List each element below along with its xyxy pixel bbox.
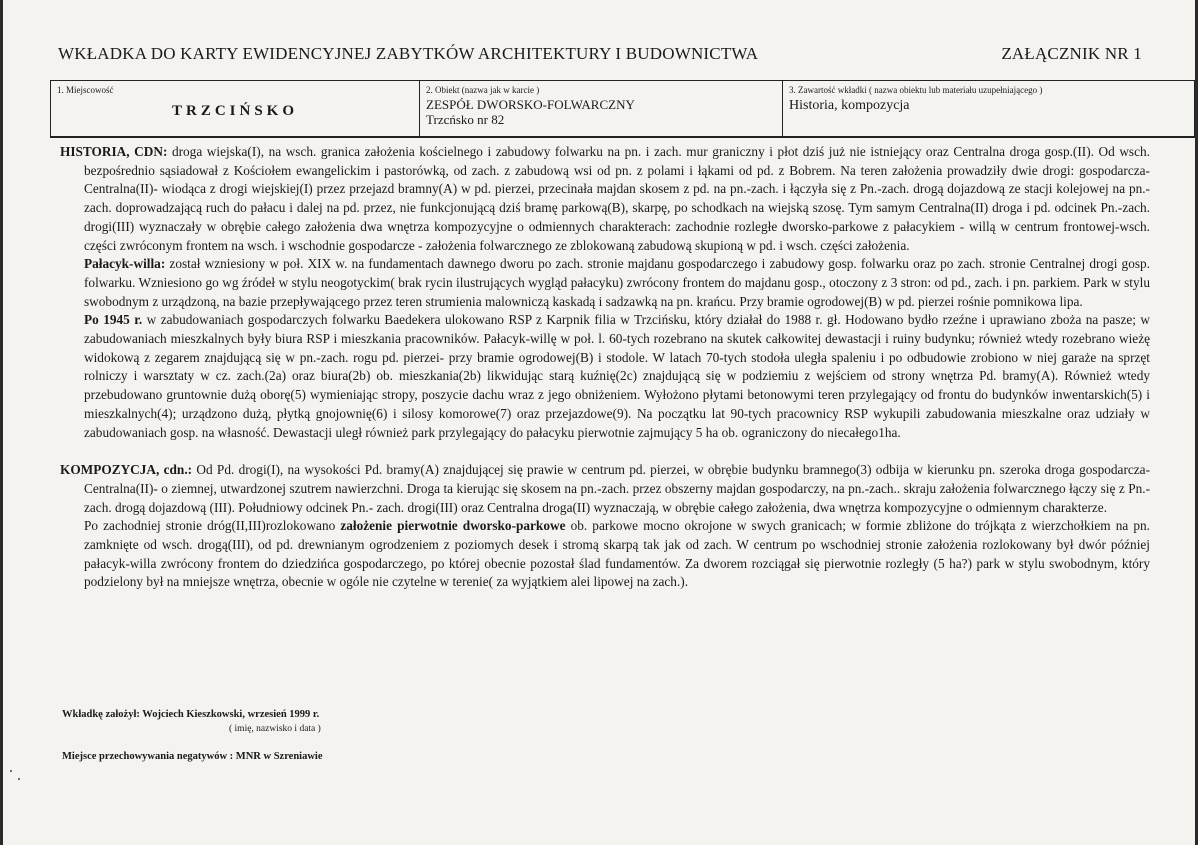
negatives-location: Miejsce przechowywania negatywów : MNR w Szreniawie (62, 751, 323, 762)
object-address: Trzcńsko nr 82 (426, 112, 505, 127)
kompozycja-text: Od Pd. drogi(I), na wysokości Pd. bramy(A) znajdującej się prawie w centrum pd. pierzei, w obrębie budynku bramnego(3) odbija w kierunku pn. szeroka droga gospodarcza-Centralna(II)- o ziemnej, utwardzonej szutrem nawierzchni. Droga ta kierując się skosem na pn.-zach. przez obszerny majdan gospodarczy, na pn.-zach.. skraju założenia folwarcznego łączy się z Pn.-zach. drogą dojazdową (III). Południowy odcinek Pn.- zach. drogi(III) oraz Centralna droga(II) wyznaczają, w obrębie całego założenia, dwa wnętrza kompozycyjne o odmiennym charakterze. (84, 462, 1151, 515)
info-table (50, 80, 1195, 138)
author-line: Wkładkę założył: Wojciech Kieszkowski, wrzesień 1999 r. (62, 709, 320, 720)
document-body (60, 143, 1150, 592)
kompozycja-p2-before: Po zachodniej stronie dróg(II,III)rozlokowano (84, 518, 341, 534)
location-value: TRZCIŃSKO (171, 103, 299, 119)
location-label: 1. Miejscowość (57, 85, 114, 95)
kompozycja-p2-bold: założenie pierwotnie dworsko-parkowe (340, 518, 566, 534)
object-label: 2. Obiekt (nazwa jak w karcie ) (426, 85, 540, 95)
document-header (58, 44, 1142, 64)
po1945-heading: Po 1945 r. (84, 312, 143, 328)
po1945-text: w zabudowaniach gospodarczych folwarku Baedekera ulokowano RSP z Karpnik filia w Trzcińsku, który działał do 1988 r. gł. Hodowano bydło rzeźne i uprawiano zboża na pasze; w zabudowaniach mieszkalnych były biura RSP i mieszkania pracowników. Pałacyk-willę w poł. l. 60-tych rozebrano na skutek całkowitej dewastacji i ruiny budynku; również wtedy rozebrano wieżę widokową z zegarem znajdującą się w pn.-zach. rogu pd. pierzei- przy bramie ogrodowej(B) i stodole. W latach 70-tych stodoła uległa spaleniu i po odbudowie zrobiono w niej garaże na sprzęt rolniczy i warsztaty w cz. zach.(2a) oraz biura(2b) ob. mieszkania(2b) likwidując starą kuźnię(2c) znajdującą się w podziemiu z wejściem od strony wnętrza Pd. bramy(A). Również wtedy przebudowano gruntownie dużą oborę(5) wymieniając stropy, poszycie dachu wraz z jego obniżeniem. Wyłożono płytami betonowymi teren przylegający od frontu do budynków inwentarskich(5) i mieszkalnych(4); urządzono dużą, płytką gnojownię(6) i silosy komorowe(7) oraz przejazdowe(9). Na początku lat 90-tych pracownicy RSP wykupili zabudowania mieszkalne oraz udziały w zabudowaniach gosp. na własność. Dewastacji uległ również park przylegający do pałacyku pierwotnie zajmujący 5 ha ob. ograniczony do niecałego1ha. (84, 312, 1150, 440)
po1945-paragraph (60, 311, 1150, 442)
kompozycja-p2-after: ob. parkowe mocno okrojone w swych granicach; w formie zbliżone do trójkąta z wierzchołkiem na pn. zamknięte od wsch. drogą(III), od pd. drewnianym ogrodzeniem z poziomych desek i stromą skarpą tak jak od zach. W centrum po wschodniej stronie założenia rozlokowany był dwór później pałacyk-willa zwrócony frontem do dziedzińca gospodarczego, po której obecnie pozostał ślad fundamentów. Za dworem rozciągał się pierwotnie rozległy (5 ha?) park w stylu swobodnym, który podzielony był na mniejsze wnętrza, obecnie w ogóle nie czytelne w terenie( za wyjątkiem alei lipowej na zach.). (84, 518, 1150, 590)
object-cell (419, 81, 782, 136)
content-cell (782, 81, 1194, 136)
author-caption: ( imię, nazwisko i data ) (229, 724, 321, 734)
attachment-number: ZAŁĄCZNIK NR 1 (1001, 44, 1142, 63)
object-value: ZESPÓŁ DWORSKO-FOLWARCZNY (426, 97, 635, 112)
content-label: 3. Zawartość wkładki ( nazwa obiektu lub materiału uzupełniającego ) (789, 85, 1043, 95)
scan-edge-left (0, 0, 3, 845)
kompozycja-paragraph-2 (60, 517, 1150, 592)
historia-paragraph (60, 143, 1150, 255)
palacyk-paragraph (60, 255, 1150, 311)
kompozycja-heading: KOMPOZYCJA, cdn.: (60, 462, 193, 478)
scan-speck (18, 778, 20, 780)
historia-text: droga wiejska(I), na wsch. granica założenia kościelnego i zabudowy folwarku na pn. i zach. mur graniczny i płot dziś już nie istniejący oraz Centralna droga gosp.(II). Od wsch. bezpośrednio sąsiadował z Kościołem ewangelickim i pastorówką, od zach. z zabudową wsi od pn. z polami i łąkami od pd. z Bobrem. Na teren założenia prowadziły dwie drogi: gospodarcza- Centralna(II)- wiodąca z drogi wiejskiej(I) przez przejazd bramny(A) w pd. pierzei, przecinała majdan skosem z pd. na pn.-zach. i łączyła się z Pn.-zach. drogą dojazdową ze stacji kolejowej na pn.-zach. doprowadzającą ruch do pałacu i dalej na pd. przez, nie funkcjonującą dziś bramę parkową(B), skarpę, po schodkach na wiejską szosę. Tym samym Centralna(II) droga i pd. odcinek Pn.-zach. drogi(III) wyznaczały w obrębie całego założenia dwa wnętrza kompozycyjne o odmiennych charakterach: zachodnie rozległe dworsko-parkowe z pałacykiem - willą w centrum frontowej-wsch. części zwróconym frontem na wsch. i wschodnie gospodarcze - założenia folwarcznego ze zblokowaną zabudową skupioną w pd. i wsch. części założenia. (84, 144, 1150, 253)
palacyk-heading: Pałacyk-willa: (84, 256, 166, 272)
scan-speck (10, 770, 12, 772)
location-cell (51, 81, 419, 136)
historia-heading: HISTORIA, CDN: (60, 144, 168, 159)
content-value: Historia, kompozycja (789, 98, 910, 113)
kompozycja-paragraph (60, 461, 1150, 517)
document-title: WKŁADKA DO KARTY EWIDENCYJNEJ ZABYTKÓW ARCHITEKTURY I BUDOWNICTWA (58, 44, 759, 63)
palacyk-text: został wzniesiony w poł. XIX w. na fundamentach dawnego dworu po zach. stronie majdanu gospodarczego i zabudowy gosp. folwarku oraz po zach. stronie Centralnej drogi gosp. folwarku. Wzniesiono go wg źródeł w stylu neogotyckim( brak rycin ilustrujących wygląd pałacyku) zwrócony frontem do majdanu gosp., otoczony z 3 stron: od pd., zach. i pn. parkiem. Park w stylu swobodnym z urządzoną, na bazie przepływającego przez teren strumienia malowniczą kaskadą i sadzawką na pn. krańcu. Przy bramie ogrodowej(B) w pd. pierzei rośnie pomnikowa lipa. (84, 256, 1150, 309)
